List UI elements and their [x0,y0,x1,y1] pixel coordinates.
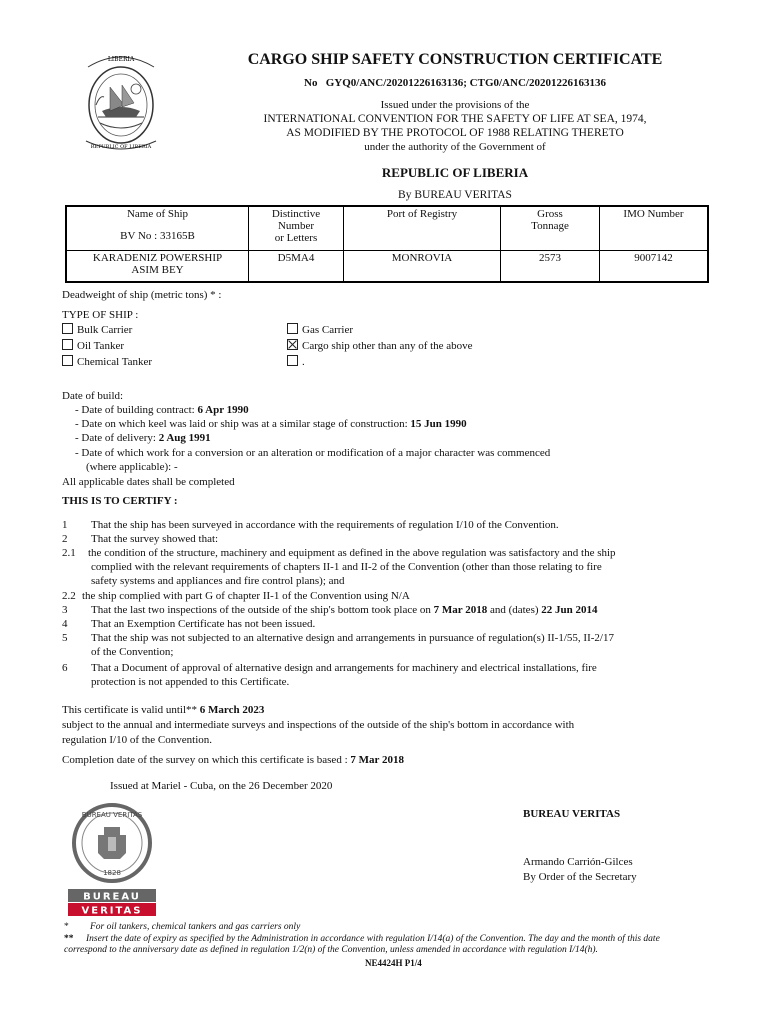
build-keel [75,418,467,431]
item-num: 4 [62,618,68,630]
inspection-date-1: 7 Mar 2018 [433,604,488,616]
seal-text-top: LIBERIA [107,56,135,63]
issuing-body: By BUREAU VERITAS [398,189,512,201]
country-name: REPUBLIC OF LIBERIA [381,165,529,180]
seal-text-bottom: REPUBLIC OF LIBERIA [90,144,152,150]
bv-word-1: BUREAU [83,891,141,903]
issued-at-line: Issued at Mariel - Cuba, on the 26 December 2020 [110,780,333,792]
issued-line-4: under the authority of the Government of [364,141,546,153]
item-2-1-line-2: complied with the relevant requirements of chapters II-1 and II-2 of the Convention (other than those relating to fire [91,561,602,573]
item-num: 2 [62,533,68,545]
completion-line [62,754,404,767]
option-label: Gas Carrier [302,324,354,336]
footnote-2-mark: ** [64,934,74,944]
certify-heading: THIS IS TO CERTIFY : [62,495,178,507]
header-gross [501,206,600,250]
item-6-line-2: protection is not appended to this Certificate. [91,676,290,688]
option-label: Bulk Carrier [77,324,133,336]
validity-date: 6 March 2023 [199,704,265,716]
item-num: 2.2 [62,590,76,602]
checkbox-gas-carrier[interactable] [287,323,298,334]
header-distinctive-3: or Letters [274,232,318,244]
validity-line-2: subject to the annual and intermediate surveys and inspections of the outside of the ship's bottom in accordance with [62,719,575,731]
header-gross-1: Gross [537,208,563,220]
item-6-line-1: That a Document of approval of alternative design and arrangements for machinery and electrical installations, fire [91,662,597,674]
contract-date: 6 Apr 1990 [197,404,249,416]
form-code: NE4424H P1/4 [365,958,422,968]
option-label: . [302,356,305,368]
item-2-text: That the survey showed that: [91,533,219,545]
item-num: 6 [62,662,68,674]
item-3-text [91,604,598,617]
keel-date: 15 Jun 1990 [410,418,467,430]
footnote-1-text: For oil tankers, chemical tankers and gas carriers only [90,922,301,932]
validity-prefix: This certificate is valid until** [62,704,200,716]
checkbox-chemical-tanker[interactable] [62,355,73,366]
ship-type-label: TYPE OF SHIP : [62,309,139,321]
footnote-2-line-2: correspond to the anniversary date as defined in regulation 1/2(n) of the Convention, unless amended in accordance with regulation I/14(h). [64,945,598,955]
item-4-text: That an Exemption Certificate has not been issued. [91,618,316,630]
validity-line-1 [62,704,264,717]
build-conversion-1: - Date of which work for a conversion or an alteration or modification of a major character was commenced [75,447,551,459]
checkbox-blank[interactable] [287,355,298,366]
item-num: 3 [62,604,68,616]
cell-distinctive: D5MA4 [249,250,344,282]
cell-port: MONROVIA [344,250,501,282]
checkbox-oil-tanker[interactable] [62,339,73,350]
number-value: GYQ0/ANC/20201226163136; CTG0/ANC/20201226163136 [325,77,606,89]
liberia-seal-icon [80,45,162,155]
number-prefix: No [304,77,318,89]
build-note: All applicable dates shall be completed [62,476,235,488]
footnote-1-mark: * [64,922,69,932]
build-contract [75,404,249,417]
certificate-number [180,77,730,89]
deadweight-line: Deadweight of ship (metric tons) * : [62,289,222,301]
bureau-veritas-logo-icon [66,803,158,917]
item-2-2-text: the ship complied with part G of chapter II-1 of the Convention using N/A [82,590,410,602]
cell-imo: 9007142 [600,250,709,282]
option-label: Oil Tanker [77,340,124,352]
contract-label: - Date of building contract: [75,404,198,416]
signatory-name: Armando Carrión-Gilces [523,856,633,868]
item-5-line-1: That the ship was not subjected to an alternative design and arrangements in pursuance of regulation(s) II-1/55, II-2/17 [91,632,614,644]
issued-line-1: Issued under the provisions of the [380,99,530,111]
keel-label: - Date on which keel was laid or ship was at a similar stage of construction: [75,418,411,430]
option-label: Chemical Tanker [77,356,153,368]
table-header-row [66,206,708,250]
bv-ring-text: BUREAU VERITAS [81,811,143,819]
option-chemical-tanker[interactable] [62,355,152,369]
item-2-1-line-1: the condition of the structure, machinery and equipment as defined in the above regulation was satisfactory and the ship [88,547,616,559]
header-distinctive-2: Number [277,220,315,232]
completion-date: 7 Mar 2018 [350,754,404,766]
item-num: 5 [62,632,68,644]
bv-number: BV No : 33165B [120,230,195,242]
header-gross-2: Tonnage [531,220,569,232]
completion-label: Completion date of the survey on which this certificate is based : [62,754,351,766]
build-conversion-2: (where applicable): - [86,461,178,473]
validity-line-3: regulation I/10 of the Convention. [62,734,212,746]
delivery-date: 2 Aug 1991 [158,432,211,444]
build-label: Date of build: [62,390,124,402]
cell-gross: 2573 [501,250,600,282]
option-oil-tanker[interactable] [62,339,124,353]
item-3-mid: and (dates) [487,604,542,616]
delivery-label: - Date of delivery: [75,432,159,444]
ship-name-2: ASIM BEY [131,263,184,276]
header-name-of-ship [66,206,249,250]
header-distinctive [249,206,344,250]
table-row [66,250,708,282]
issued-line-3: AS MODIFIED BY THE PROTOCOL OF 1988 RELATING THERETO [286,127,624,139]
signatory-role: By Order of the Secretary [523,871,637,883]
option-gas-carrier[interactable] [287,323,353,337]
certificate-title: CARGO SHIP SAFETY CONSTRUCTION CERTIFICATE [247,51,663,68]
option-bulk-carrier[interactable] [62,323,132,337]
footnote-2-line-1: Insert the date of expiry as specified by the Administration in accordance with regulation I/14(a) of the Convention. The day and the month of this date [86,934,660,944]
checkbox-other-cargo-checked[interactable] [287,339,298,350]
inspection-date-2: 22 Jun 2014 [541,604,598,616]
item-3-label: That the last two inspections of the outside of the ship's bottom took place on [91,604,434,616]
bv-year: 1828 [103,869,121,877]
item-num: 2.1 [62,547,76,559]
item-num: 1 [62,519,68,531]
ship-name-1: KARADENIZ POWERSHIP [92,251,223,264]
issued-line-2: INTERNATIONAL CONVENTION FOR THE SAFETY OF LIFE AT SEA, 1974, [263,113,647,125]
item-5-line-2: of the Convention; [91,646,174,658]
option-blank[interactable] [287,355,305,369]
checkbox-bulk-carrier[interactable] [62,323,73,334]
header-distinctive-1: Distinctive [271,208,321,220]
header-imo: IMO Number [600,206,709,250]
signature-org: BUREAU VERITAS [523,808,621,820]
header-name-label: Name of Ship [126,208,189,220]
item-1-text: That the ship has been surveyed in accordance with the requirements of regulation I/10 of the Convention. [91,519,559,531]
build-delivery [75,432,211,445]
option-label: Cargo ship other than any of the above [302,340,473,352]
ship-particulars-table [65,205,709,283]
item-2-1-line-3: safety systems and appliances and fire control plans); and [91,575,345,587]
option-other-cargo[interactable] [287,339,473,353]
bv-word-2: VERITAS [81,905,143,917]
header-port: Port of Registry [344,206,501,250]
cell-ship-name [66,250,249,282]
